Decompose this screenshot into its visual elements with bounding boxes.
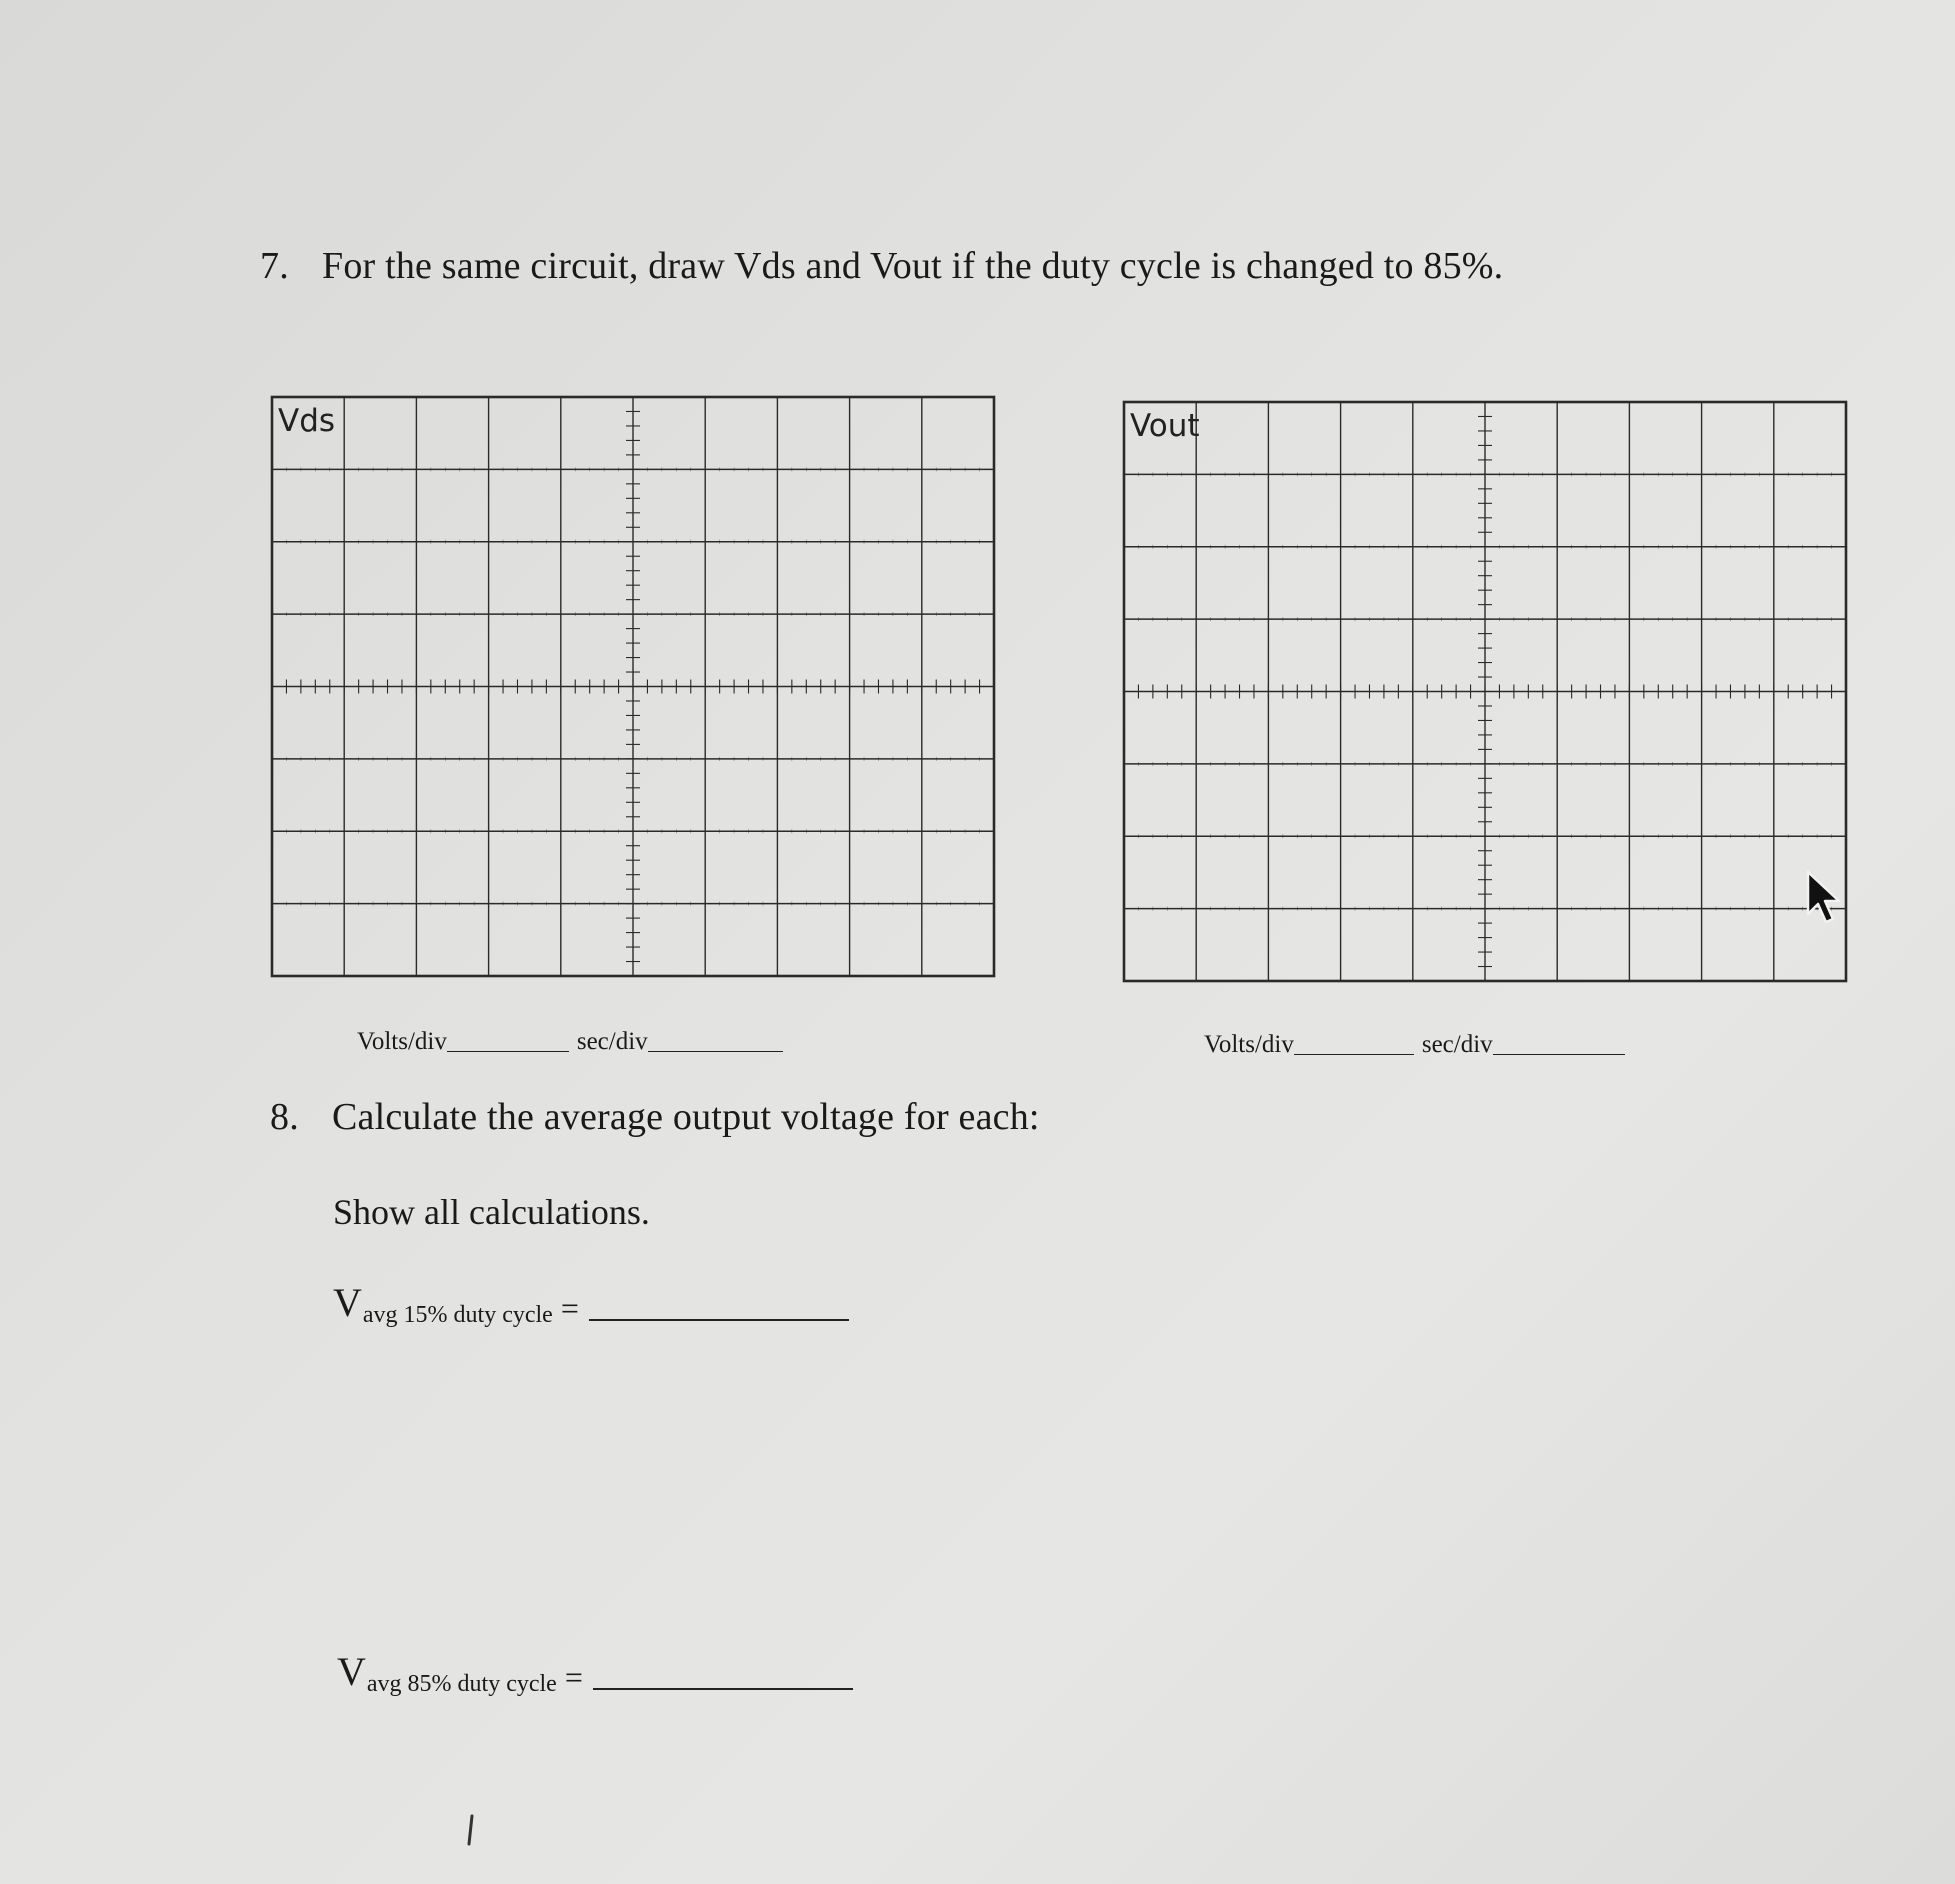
vout-volts-per-div-blank[interactable] <box>1294 1053 1414 1055</box>
vout-oscilloscope-grid[interactable] <box>1122 400 1848 983</box>
vavg-15-answer <box>333 1280 849 1328</box>
vds-sec-per-div-label: sec/div <box>576 1028 648 1055</box>
pencil-mark <box>466 1814 476 1846</box>
question-7 <box>260 244 1503 288</box>
vavg-15-subscript: avg 15% duty cycle <box>362 1302 553 1328</box>
question-8-text: Calculate the average output voltage for each: <box>332 1096 1040 1138</box>
vavg-15-answer-blank[interactable] <box>589 1319 849 1321</box>
question-8-number: 8. <box>270 1096 299 1138</box>
vds-grid-label: Vds <box>278 403 336 439</box>
question-8 <box>270 1095 1040 1139</box>
vavg-85-subscript: avg 85% duty cycle <box>366 1671 557 1697</box>
vout-grid-graphic <box>1122 400 1848 983</box>
vds-volts-per-div-blank[interactable] <box>447 1050 569 1052</box>
vavg-85-answer-blank[interactable] <box>593 1688 853 1690</box>
vds-sec-per-div-blank[interactable] <box>648 1050 783 1052</box>
mouse-pointer-icon <box>1805 870 1845 930</box>
vds-grid-graphic <box>270 395 996 978</box>
show-calculations-instruction: Show all calculations. <box>333 1192 650 1232</box>
vavg-15-equals: = <box>560 1290 579 1326</box>
vavg-85-answer <box>337 1649 853 1697</box>
vavg-85-symbol: V <box>337 1649 366 1694</box>
vout-volts-per-div-label: Volts/div <box>1204 1031 1294 1058</box>
vout-sec-per-div-blank[interactable] <box>1493 1053 1625 1055</box>
vout-scale-row <box>1204 1031 1633 1059</box>
question-7-number: 7. <box>260 245 289 287</box>
vds-volts-per-div-label: Volts/div <box>357 1028 447 1055</box>
vout-grid-label: Vout <box>1130 408 1200 444</box>
vds-oscilloscope-grid[interactable] <box>270 395 996 978</box>
question-7-text: For the same circuit, draw Vds and Vout if the duty cycle is changed to 85%. <box>322 245 1504 287</box>
vds-scale-row <box>357 1028 791 1056</box>
vavg-85-equals: = <box>564 1659 583 1695</box>
vavg-15-symbol: V <box>333 1280 362 1325</box>
vout-sec-per-div-label: sec/div <box>1421 1031 1493 1058</box>
